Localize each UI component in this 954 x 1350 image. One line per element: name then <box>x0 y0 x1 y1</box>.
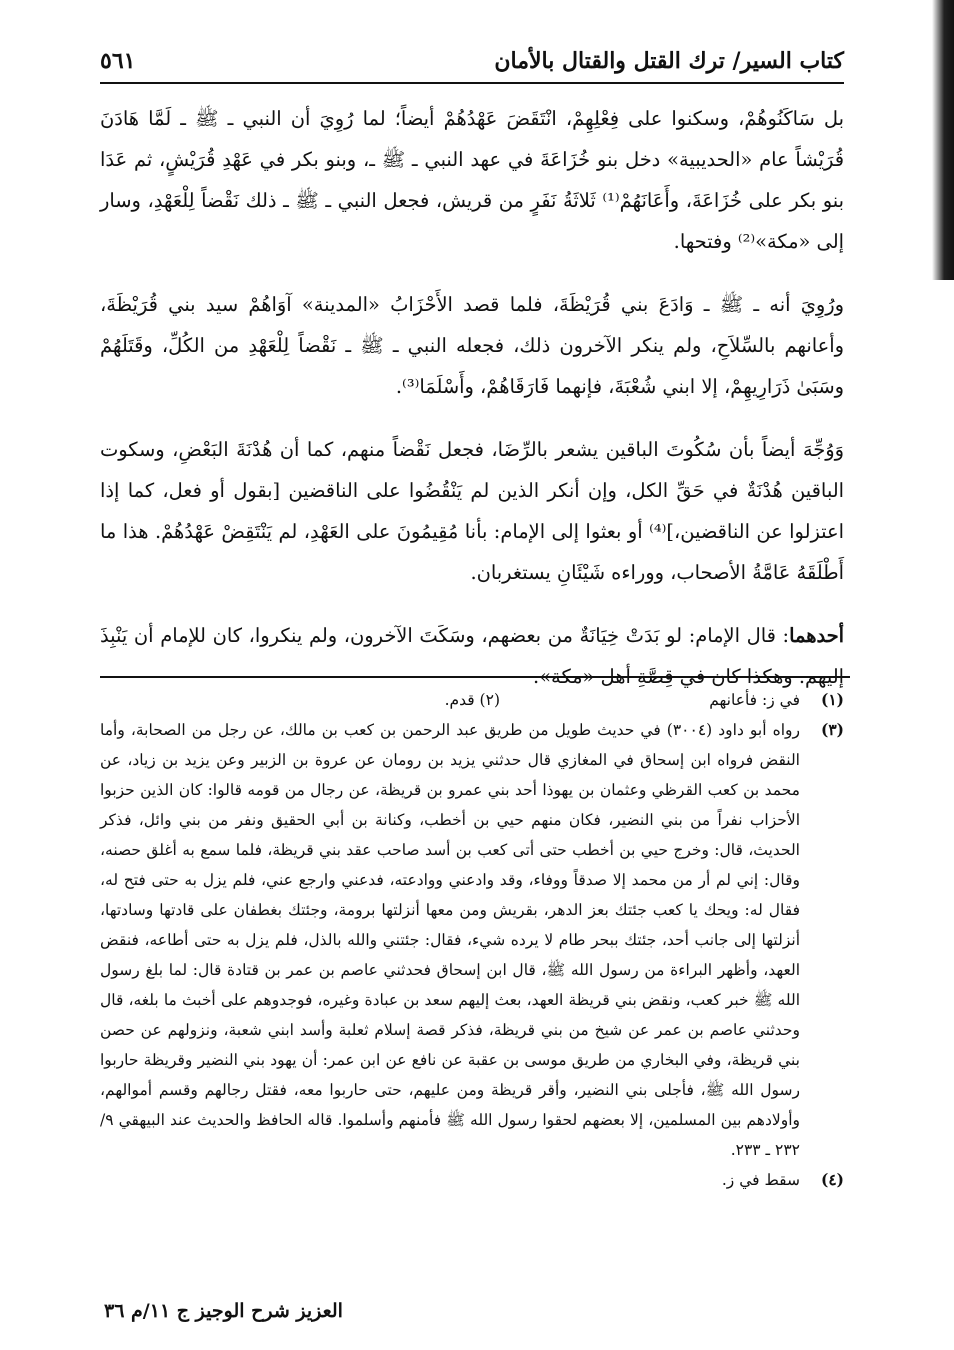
footnote-1: في ز: فأعانهم <box>709 691 800 709</box>
footnote-number: (١) <box>820 690 844 709</box>
main-text <box>100 98 844 719</box>
footnote-row <box>100 685 844 715</box>
binding-shadow <box>932 0 954 280</box>
footnote-row <box>100 1165 844 1195</box>
paragraph-lead-word: أحدهما <box>789 624 844 647</box>
footnote-3: رواه أبو داود (٣٠٠٤) في حديث طويل من طريق عبد الرحمن بن كعب بن مالك، عن رجل من الصحابة، وأما النقض فرواه ابن إسحاق في المغازي قال حدثني يزيد بن رومان عن عروة بن الزبير وعن يزيد بن زياد، عن محمد بن كعب القرظي وعثمان بن يهوذا أحد بني عمرو بن قريظة، عن رجال من قومه قالوا: كان الذين حزبوا الأحزاب نفراً من بني النضير، فكان منهم حيي بن أخطب، وكنانة بن أبي الحقيق ونفر من بني وائل، فذكر الحديث، قال: وخرج حيي بن أخطب حتى أتى كعب بن أسد صاحب عقد بني قريظة، فلما سمع به أغلق حصنه، وقال: إني لم أر من محمد إلا صدقاً ووفاء، وقد وادعني ووادعته، فدعني وارجع عني، فلم يزل به حتى فتح له، فقال له: ويحك يا كعب جئتك بعز الدهر، بقريش ومن معها أنزلتها برومة، وجئتك بغطفان على قادتها وسادتها، أنزلتها إلى جانب أحد، جئتك ببحر طام لا يرده شيء، فقال: جئتني والله بالذل، فلم يزل به حتى أطاعه، فنقض العهد، وأظهر البراءة من رسول الله ﷺ، قال ابن إسحاق فحدثني عاصم بن عمر بن قتادة قال: لما بلغ رسول الله ﷺ خبر كعب، ونقض بني قريظة العهد، بعث إليهم سعد بن عبادة وغيره، فوجدوهم على أخبث ما بلغه، قال وحدثني عاصم بن عمر عن شيخ من بني قريظة، فذكر قصة إسلام ثعلبة وأسد ابني شعبة، ونزولهم عن حصن بني قريظة، وفي البخاري من طريق موسى بن عقبة عن نافع عن ابن عمر: أن يهود بني النضير وقريظة حاربوا رسول الله ﷺ، فأجلى بني النضير، وأقر قريظة ومن عليهم، حتى حاربوا معه، فقتل رجالهم وقسم أموالهم، وأولادهم بين المسلمين، إلا بعضهم لحقوا رسول الله ﷺ فأمنهم وأسلموا. قاله الحافظ والحديث عند البيهقي ٩/ ٢٣٢ ـ ٢٣٣. <box>100 721 800 1159</box>
page-header <box>100 40 844 90</box>
paragraph: ورُوِيَ أنه ـ ﷺ ـ وَادَعَ بني قُرَيْظَةَ، فلما قصد الأَحْزَابُ «المدينة» آوَاهُمْ سيد بني قُرَيْظَةَ، وأعانهم بالسِّلاَحِ، ولم ينكر الآخرون ذلك، فجعله النبي ـ ﷺ ـ نَقْضاً لِلْعَهْدِ من الكُلِّ، وقَتَلَهُمْ وسَبَىٰ ذَرَارِيهِمْ، إلا ابني شُعْبَةَ، فإنهما فَارَقَاهُمْ، وأَسْلَمَا⁽³⁾. <box>100 293 844 398</box>
running-title: كتاب السير/ ترك القتل والقتال بالأمان <box>494 48 844 74</box>
footnote-number: (٣) <box>820 720 844 739</box>
footnote-number: (٤) <box>820 1170 844 1189</box>
footnote-2: (٢) قدم. <box>444 691 500 709</box>
footnote-row <box>100 715 844 1165</box>
footnote-separator <box>100 676 850 678</box>
paragraph: وَوُجِّهَ أيضاً بأن سُكُوتَ الباقين يشعر بالرِّضَا، فجعل نَقْضاً منهم، كما أن هُدْنَةَ البَعْضِ، وسكوت الباقين هُدْنَةٌ في حَقِّ الكل، وإن أنكر الذين لم يَنْقُضُوا على الناقضين [بقول أو فعل، كما إذا اعتزلوا عن الناقضين،]⁽⁴⁾ أو بعثوا إلى الإمام: بأنا مُقِيمُونَ على العَهْدِ، لم يَنْتَقِضْ عَهْدُهُمْ. هذا ما أَطْلَقَهُ عَامَّةُ الأصحاب، ووراءه شَيْئَانِ يستغربان. <box>100 438 844 584</box>
header-rule <box>100 82 844 84</box>
footnote-4: سقط في ز. <box>721 1171 800 1189</box>
page-number: ٥٦١ <box>100 48 136 74</box>
footnotes <box>100 685 844 1195</box>
paragraph: بل سَاكَنُوهُمْ، وسكنوا على فِعْلِهِمْ، انْتَقَضَ عَهْدُهُمْ أيضاً؛ لما رُوِيَ أن النبي ـ ﷺ ـ لَمَّا هَادَنَ قُرَيْشاً عام «الحديبية» دخل بنو خُزَاعَةَ في عهد النبي ـ ﷺ ـ، وبنو بكر في عَهْدِ قُرَيْشٍ، ثم عَدَا بنو بكر على خُزَاعَةَ، وأَعَانَهُمْ⁽¹⁾ ثَلاثَةُ نَفَرٍ من قريش، فجعل النبي ـ ﷺ ـ ذلك نَقْضاً لِلْعَهْدِ، وسار إلى «مكة»⁽²⁾ وفتحها. <box>100 107 844 253</box>
paragraph-text: : قال الإمام: لو بَدَتْ خِيَانَةٌ من بعضهم، وسَكَتَ الآخرون، ولم ينكروا، كان للإمام أن يَنْبِذَ إليهم. وهكذا كان في قِصَّةِ أهل «مكة». <box>100 624 844 688</box>
signature-line: العزيز شرح الوجيز ج ١١/م ٣٦ <box>104 1300 343 1322</box>
